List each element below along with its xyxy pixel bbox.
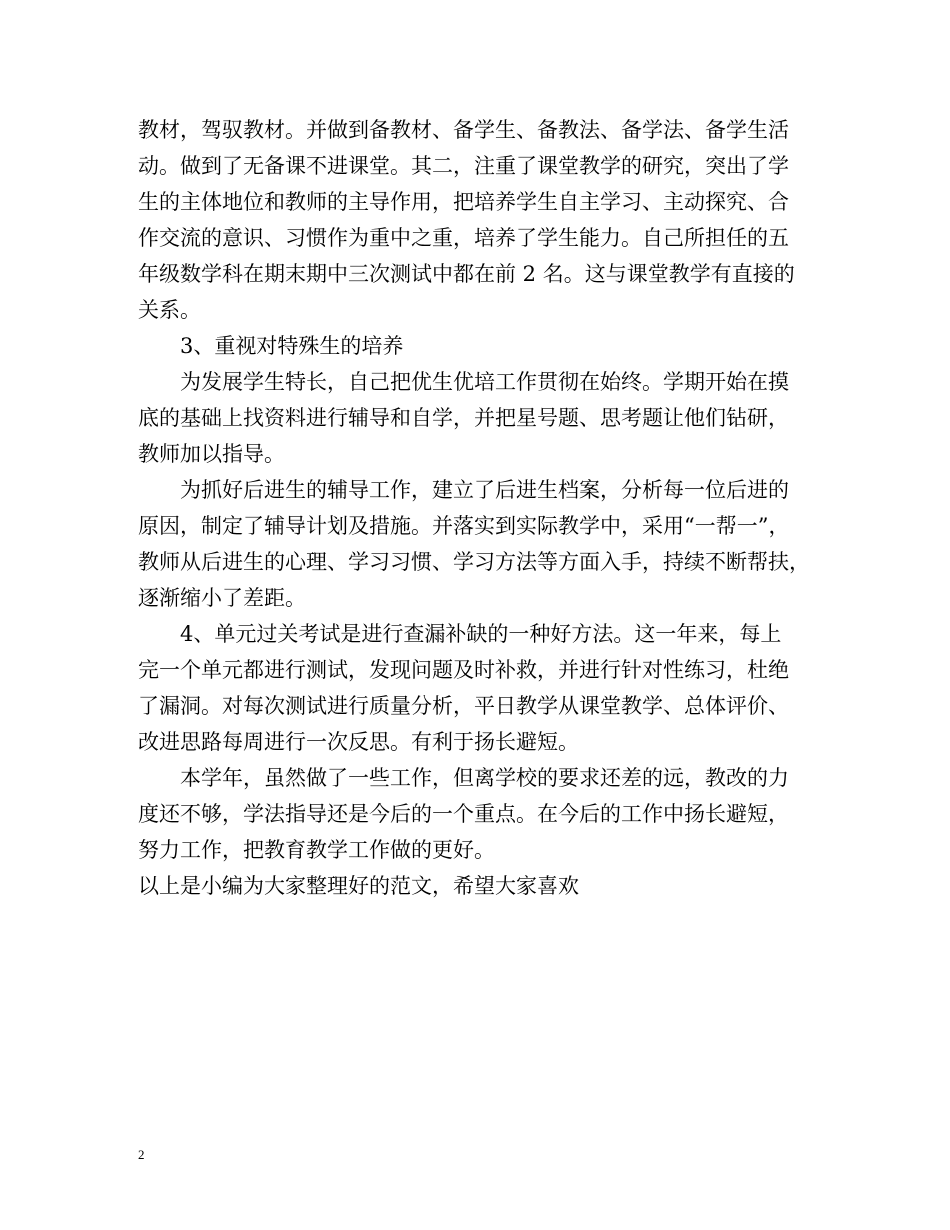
text-line-18: 改进思路每周进行一次反思。有利于扬长避短。 xyxy=(138,730,579,754)
text-line-19: 本学年，虽然做了一些工作，但离学校的要求还差的远，教改的力 xyxy=(180,766,789,790)
text-line-2: 动。做到了无备课不进课堂。其二，注重了课堂教学的研究，突出了学 xyxy=(138,154,789,178)
text-line-13: 教师从后进生的心理、学习习惯、学习方法等方面入手，持续不断帮扶， xyxy=(138,550,810,574)
text-line-9: 底的基础上找资料进行辅导和自学，并把星号题、思考题让他们钻研， xyxy=(138,406,789,430)
text-line-16: 完一个单元都进行测试，发现问题及时补救，并进行针对性练习，杜绝 xyxy=(138,658,789,682)
text-line-17: 了漏洞。对每次测试进行质量分析，平日教学从课堂教学、总体评价、 xyxy=(138,694,789,718)
text-line-21: 努力工作，把教育教学工作做的更好。 xyxy=(138,838,495,862)
text-line-1: 教材，驾驭教材。并做到备教材、备学生、备教法、备学法、备学生活 xyxy=(138,118,789,142)
text-line-6: 关系。 xyxy=(138,298,201,322)
text-line-11: 为抓好后进生的辅导工作，建立了后进生档案，分析每一位后进的 xyxy=(180,478,789,502)
text-line-8: 为发展学生特长，自己把优生优培工作贯彻在始终。学期开始在摸 xyxy=(180,370,789,394)
text-line-10: 教师加以指导。 xyxy=(138,442,285,466)
text-line-20: 度还不够，学法指导还是今后的一个重点。在今后的工作中扬长避短， xyxy=(138,802,789,826)
text-line-12: 原因，制定了辅导计划及措施。并落实到实际教学中，采用“一帮一”， xyxy=(138,514,790,538)
text-line-3: 生的主体地位和教师的主导作用，把培养学生自主学习、主动探究、合 xyxy=(138,190,789,214)
section-heading-3: 3、重视对特殊生的培养 xyxy=(180,334,404,358)
page-number: 2 xyxy=(138,1147,145,1162)
closing-line: 以上是小编为大家整理好的范文，希望大家喜欢 xyxy=(138,874,579,898)
text-line-5: 年级数学科在期末期中三次测试中都在前 2 名。这与课堂教学有直接的 xyxy=(138,262,795,286)
text-line-4: 作交流的意识、习惯作为重中之重，培养了学生能力。自己所担任的五 xyxy=(138,226,789,250)
text-line-14: 逐渐缩小了差距。 xyxy=(138,586,306,610)
text-line-15: 4、单元过关考试是进行查漏补缺的一种好方法。这一年来，每上 xyxy=(180,622,782,646)
